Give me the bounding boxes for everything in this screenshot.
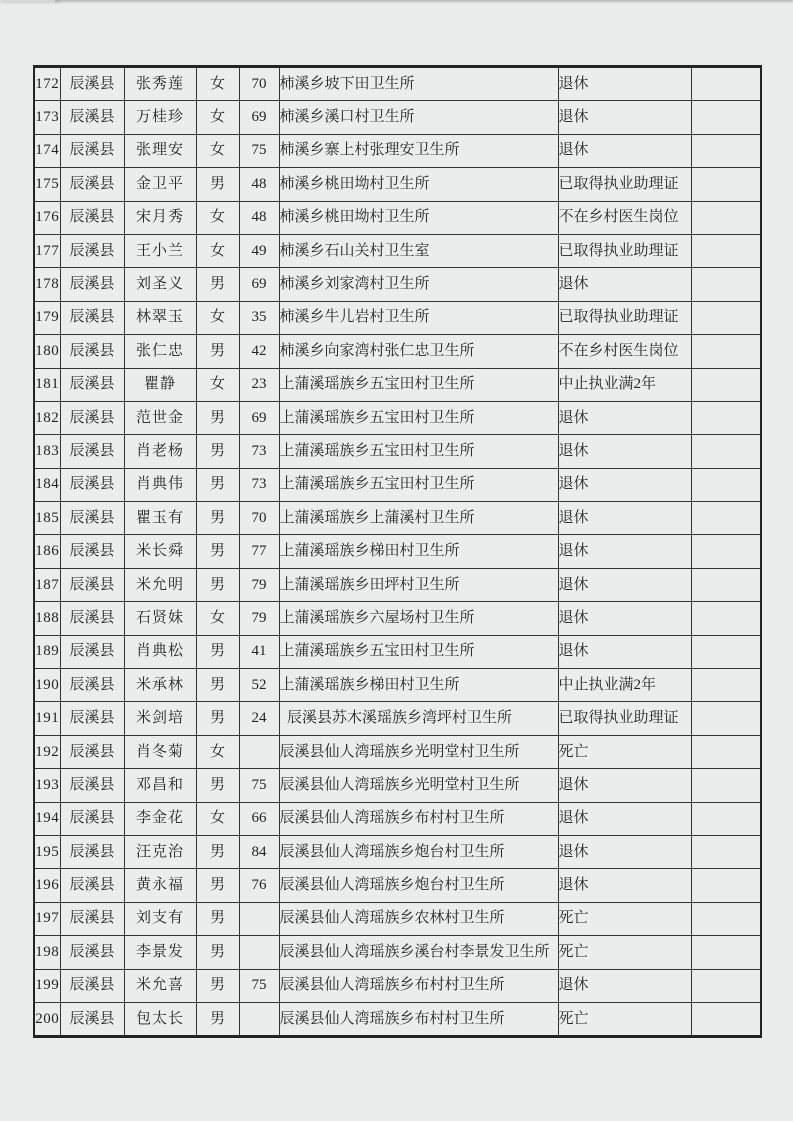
cell-status: 退休 (558, 268, 691, 301)
cell-age: 42 (239, 335, 279, 368)
cell-county: 辰溪县 (60, 101, 124, 134)
cell-status: 死亡 (558, 735, 691, 768)
cell-gender: 男 (196, 902, 239, 935)
table-row (34, 535, 761, 568)
cell-county: 辰溪县 (60, 1002, 124, 1036)
table-row (34, 635, 761, 668)
cell-row-number: 200 (34, 1002, 60, 1036)
table-row (34, 435, 761, 468)
cell-name: 包太长 (124, 1002, 196, 1036)
cell-status: 已取得执业助理证 (558, 301, 691, 334)
cell-workplace: 柿溪乡桃田坳村卫生所 (279, 168, 558, 201)
cell-gender: 男 (196, 869, 239, 902)
cell-remark (691, 234, 761, 267)
cell-name: 瞿静 (124, 368, 196, 401)
cell-gender: 女 (196, 234, 239, 267)
cell-remark (691, 869, 761, 902)
cell-status: 退休 (558, 869, 691, 902)
cell-status: 退休 (558, 769, 691, 802)
cell-row-number: 178 (34, 268, 60, 301)
cell-county: 辰溪县 (60, 67, 124, 101)
cell-age: 75 (239, 134, 279, 167)
cell-workplace: 上蒲溪瑶族乡五宝田村卫生所 (279, 468, 558, 501)
cell-gender: 男 (196, 769, 239, 802)
cell-status: 已取得执业助理证 (558, 702, 691, 735)
cell-age: 69 (239, 101, 279, 134)
cell-row-number: 186 (34, 535, 60, 568)
cell-workplace: 上蒲溪瑶族乡五宝田村卫生所 (279, 401, 558, 434)
cell-row-number: 187 (34, 568, 60, 601)
cell-county: 辰溪县 (60, 902, 124, 935)
cell-name: 米承林 (124, 669, 196, 702)
table-row (34, 1002, 761, 1036)
cell-row-number: 196 (34, 869, 60, 902)
cell-remark (691, 101, 761, 134)
cell-county: 辰溪县 (60, 201, 124, 234)
cell-status: 中止执业满2年 (558, 669, 691, 702)
cell-row-number: 197 (34, 902, 60, 935)
cell-gender: 女 (196, 301, 239, 334)
table-row (34, 769, 761, 802)
cell-county: 辰溪县 (60, 535, 124, 568)
cell-age: 49 (239, 234, 279, 267)
cell-county: 辰溪县 (60, 468, 124, 501)
cell-age: 79 (239, 568, 279, 601)
table-row (34, 802, 761, 835)
cell-row-number: 198 (34, 936, 60, 969)
cell-workplace: 柿溪乡寨上村张理安卫生所 (279, 134, 558, 167)
cell-row-number: 191 (34, 702, 60, 735)
cell-remark (691, 535, 761, 568)
cell-age: 23 (239, 368, 279, 401)
cell-row-number: 174 (34, 134, 60, 167)
cell-status: 退休 (558, 502, 691, 535)
cell-name: 黄永福 (124, 869, 196, 902)
cell-workplace: 辰溪县仙人湾瑶族乡布村村卫生所 (279, 1002, 558, 1036)
cell-row-number: 199 (34, 969, 60, 1002)
cell-row-number: 184 (34, 468, 60, 501)
cell-name: 米剑培 (124, 702, 196, 735)
cell-row-number: 194 (34, 802, 60, 835)
cell-workplace: 上蒲溪瑶族乡五宝田村卫生所 (279, 368, 558, 401)
cell-county: 辰溪县 (60, 568, 124, 601)
cell-age: 24 (239, 702, 279, 735)
cell-name: 李景发 (124, 936, 196, 969)
cell-age: 70 (239, 502, 279, 535)
cell-row-number: 195 (34, 835, 60, 868)
cell-gender: 女 (196, 101, 239, 134)
cell-name: 肖典伟 (124, 468, 196, 501)
cell-gender: 女 (196, 134, 239, 167)
cell-status: 退休 (558, 401, 691, 434)
cell-gender: 男 (196, 669, 239, 702)
cell-name: 张理安 (124, 134, 196, 167)
cell-county: 辰溪县 (60, 335, 124, 368)
cell-county: 辰溪县 (60, 268, 124, 301)
cell-status: 退休 (558, 602, 691, 635)
cell-remark (691, 401, 761, 434)
cell-age: 77 (239, 535, 279, 568)
cell-status: 死亡 (558, 936, 691, 969)
cell-workplace: 辰溪县仙人湾瑶族乡炮台村卫生所 (279, 835, 558, 868)
cell-age: 75 (239, 969, 279, 1002)
cell-name: 李金花 (124, 802, 196, 835)
cell-age: 73 (239, 435, 279, 468)
scan-artifact-top-streak (55, 0, 793, 4)
table-row (34, 268, 761, 301)
cell-workplace: 上蒲溪瑶族乡梯田村卫生所 (279, 535, 558, 568)
cell-workplace: 柿溪乡桃田坳村卫生所 (279, 201, 558, 234)
cell-remark (691, 435, 761, 468)
cell-workplace: 上蒲溪瑶族乡上蒲溪村卫生所 (279, 502, 558, 535)
cell-name: 石贤妹 (124, 602, 196, 635)
cell-row-number: 189 (34, 635, 60, 668)
table-row (34, 902, 761, 935)
cell-row-number: 179 (34, 301, 60, 334)
table-row (34, 936, 761, 969)
table-row (34, 669, 761, 702)
cell-name: 刘支有 (124, 902, 196, 935)
cell-age: 35 (239, 301, 279, 334)
cell-gender: 男 (196, 568, 239, 601)
cell-county: 辰溪县 (60, 602, 124, 635)
cell-age: 48 (239, 168, 279, 201)
table-row (34, 702, 761, 735)
cell-remark (691, 67, 761, 101)
cell-age: 70 (239, 67, 279, 101)
cell-workplace: 辰溪县仙人湾瑶族乡光明堂村卫生所 (279, 735, 558, 768)
table-row (34, 568, 761, 601)
cell-county: 辰溪县 (60, 301, 124, 334)
table-row (34, 835, 761, 868)
table-row (34, 134, 761, 167)
cell-name: 肖冬菊 (124, 735, 196, 768)
village-doctors-table (33, 65, 762, 1038)
cell-remark (691, 134, 761, 167)
cell-age (239, 1002, 279, 1036)
cell-age: 76 (239, 869, 279, 902)
cell-name: 肖老杨 (124, 435, 196, 468)
cell-name: 米允明 (124, 568, 196, 601)
cell-remark (691, 635, 761, 668)
cell-remark (691, 902, 761, 935)
cell-gender: 女 (196, 802, 239, 835)
cell-age (239, 902, 279, 935)
cell-gender: 男 (196, 635, 239, 668)
cell-status: 退休 (558, 134, 691, 167)
cell-gender: 男 (196, 702, 239, 735)
cell-name: 米长舜 (124, 535, 196, 568)
cell-county: 辰溪县 (60, 234, 124, 267)
cell-status: 已取得执业助理证 (558, 168, 691, 201)
cell-name: 肖典松 (124, 635, 196, 668)
cell-age: 48 (239, 201, 279, 234)
cell-status: 退休 (558, 468, 691, 501)
cell-remark (691, 335, 761, 368)
cell-status: 退休 (558, 535, 691, 568)
cell-gender: 女 (196, 67, 239, 101)
cell-status: 退休 (558, 568, 691, 601)
cell-row-number: 192 (34, 735, 60, 768)
cell-gender: 男 (196, 268, 239, 301)
cell-name: 刘圣义 (124, 268, 196, 301)
table-row (34, 969, 761, 1002)
cell-county: 辰溪县 (60, 869, 124, 902)
cell-remark (691, 936, 761, 969)
cell-workplace: 上蒲溪瑶族乡五宝田村卫生所 (279, 435, 558, 468)
cell-status: 退休 (558, 835, 691, 868)
cell-workplace: 辰溪县仙人湾瑶族乡农林村卫生所 (279, 902, 558, 935)
cell-gender: 男 (196, 936, 239, 969)
cell-workplace: 辰溪县仙人湾瑶族乡溪台村李景发卫生所 (279, 936, 558, 969)
scan-artifact-top-streak-left (0, 0, 60, 3)
table-row (34, 201, 761, 234)
cell-age: 69 (239, 401, 279, 434)
cell-status: 已取得执业助理证 (558, 234, 691, 267)
cell-remark (691, 769, 761, 802)
cell-workplace: 辰溪县仙人湾瑶族乡布村村卫生所 (279, 802, 558, 835)
cell-remark (691, 835, 761, 868)
cell-workplace: 柿溪乡牛儿岩村卫生所 (279, 301, 558, 334)
cell-name: 金卫平 (124, 168, 196, 201)
cell-status: 退休 (558, 635, 691, 668)
table-row (34, 468, 761, 501)
table-row (34, 602, 761, 635)
cell-gender: 男 (196, 335, 239, 368)
cell-workplace: 柿溪乡坡下田卫生所 (279, 67, 558, 101)
cell-remark (691, 502, 761, 535)
cell-county: 辰溪县 (60, 735, 124, 768)
cell-age (239, 735, 279, 768)
table-body (34, 67, 761, 1037)
cell-gender: 男 (196, 835, 239, 868)
cell-row-number: 173 (34, 101, 60, 134)
cell-gender: 男 (196, 535, 239, 568)
cell-county: 辰溪县 (60, 435, 124, 468)
cell-status: 不在乡村医生岗位 (558, 335, 691, 368)
cell-workplace: 上蒲溪瑶族乡梯田村卫生所 (279, 669, 558, 702)
cell-age: 84 (239, 835, 279, 868)
cell-workplace: 上蒲溪瑶族乡五宝田村卫生所 (279, 635, 558, 668)
cell-status: 退休 (558, 802, 691, 835)
cell-status: 退休 (558, 969, 691, 1002)
cell-remark (691, 201, 761, 234)
cell-county: 辰溪县 (60, 969, 124, 1002)
table-row (34, 335, 761, 368)
cell-workplace: 柿溪乡石山关村卫生室 (279, 234, 558, 267)
cell-county: 辰溪县 (60, 835, 124, 868)
cell-row-number: 182 (34, 401, 60, 434)
table-row (34, 401, 761, 434)
table-row (34, 502, 761, 535)
cell-gender: 男 (196, 168, 239, 201)
cell-county: 辰溪县 (60, 802, 124, 835)
cell-workplace: 上蒲溪瑶族乡田坪村卫生所 (279, 568, 558, 601)
cell-county: 辰溪县 (60, 702, 124, 735)
cell-remark (691, 301, 761, 334)
table-row (34, 101, 761, 134)
cell-workplace: 辰溪县苏木溪瑶族乡湾坪村卫生所 (279, 702, 558, 735)
cell-workplace: 柿溪乡溪口村卫生所 (279, 101, 558, 134)
cell-age: 73 (239, 468, 279, 501)
cell-gender: 男 (196, 435, 239, 468)
cell-age (239, 936, 279, 969)
cell-remark (691, 735, 761, 768)
cell-county: 辰溪县 (60, 368, 124, 401)
cell-workplace: 上蒲溪瑶族乡六屋场村卫生所 (279, 602, 558, 635)
cell-gender: 女 (196, 368, 239, 401)
cell-gender: 女 (196, 735, 239, 768)
cell-county: 辰溪县 (60, 168, 124, 201)
cell-row-number: 172 (34, 67, 60, 101)
cell-row-number: 185 (34, 502, 60, 535)
cell-row-number: 181 (34, 368, 60, 401)
cell-county: 辰溪县 (60, 502, 124, 535)
cell-workplace: 柿溪乡向家湾村张仁忠卫生所 (279, 335, 558, 368)
cell-name: 汪克治 (124, 835, 196, 868)
cell-status: 不在乡村医生岗位 (558, 201, 691, 234)
cell-row-number: 176 (34, 201, 60, 234)
cell-row-number: 180 (34, 335, 60, 368)
cell-status: 死亡 (558, 902, 691, 935)
cell-county: 辰溪县 (60, 635, 124, 668)
cell-age: 79 (239, 602, 279, 635)
table-row (34, 168, 761, 201)
cell-gender: 男 (196, 401, 239, 434)
cell-gender: 男 (196, 969, 239, 1002)
cell-workplace: 辰溪县仙人湾瑶族乡炮台村卫生所 (279, 869, 558, 902)
cell-row-number: 183 (34, 435, 60, 468)
cell-remark (691, 268, 761, 301)
cell-county: 辰溪县 (60, 769, 124, 802)
cell-gender: 女 (196, 201, 239, 234)
cell-gender: 男 (196, 502, 239, 535)
cell-name: 林翠玉 (124, 301, 196, 334)
cell-name: 张秀莲 (124, 67, 196, 101)
cell-name: 瞿玉有 (124, 502, 196, 535)
cell-county: 辰溪县 (60, 936, 124, 969)
cell-row-number: 188 (34, 602, 60, 635)
cell-remark (691, 1002, 761, 1036)
cell-county: 辰溪县 (60, 401, 124, 434)
cell-status: 退休 (558, 67, 691, 101)
cell-row-number: 177 (34, 234, 60, 267)
cell-remark (691, 168, 761, 201)
cell-county: 辰溪县 (60, 134, 124, 167)
cell-name: 张仁忠 (124, 335, 196, 368)
cell-status: 中止执业满2年 (558, 368, 691, 401)
cell-row-number: 175 (34, 168, 60, 201)
cell-name: 米允喜 (124, 969, 196, 1002)
table-row (34, 301, 761, 334)
cell-remark (691, 969, 761, 1002)
cell-name: 宋月秀 (124, 201, 196, 234)
cell-age: 66 (239, 802, 279, 835)
cell-status: 退休 (558, 101, 691, 134)
table-row (34, 869, 761, 902)
cell-workplace: 柿溪乡刘家湾村卫生所 (279, 268, 558, 301)
cell-remark (691, 468, 761, 501)
cell-gender: 女 (196, 602, 239, 635)
cell-workplace: 辰溪县仙人湾瑶族乡布村村卫生所 (279, 969, 558, 1002)
cell-row-number: 190 (34, 669, 60, 702)
cell-remark (691, 669, 761, 702)
cell-age: 41 (239, 635, 279, 668)
cell-county: 辰溪县 (60, 669, 124, 702)
table-row (34, 234, 761, 267)
table-row (34, 735, 761, 768)
cell-gender: 男 (196, 1002, 239, 1036)
cell-name: 邓昌和 (124, 769, 196, 802)
cell-row-number: 193 (34, 769, 60, 802)
cell-remark (691, 602, 761, 635)
cell-remark (691, 368, 761, 401)
table-row (34, 67, 761, 101)
cell-remark (691, 702, 761, 735)
cell-status: 退休 (558, 435, 691, 468)
cell-name: 万桂珍 (124, 101, 196, 134)
table-row (34, 368, 761, 401)
cell-remark (691, 802, 761, 835)
cell-age: 75 (239, 769, 279, 802)
cell-name: 王小兰 (124, 234, 196, 267)
cell-name: 范世金 (124, 401, 196, 434)
cell-status: 死亡 (558, 1002, 691, 1036)
cell-remark (691, 568, 761, 601)
cell-workplace: 辰溪县仙人湾瑶族乡光明堂村卫生所 (279, 769, 558, 802)
cell-age: 69 (239, 268, 279, 301)
cell-gender: 男 (196, 468, 239, 501)
cell-age: 52 (239, 669, 279, 702)
